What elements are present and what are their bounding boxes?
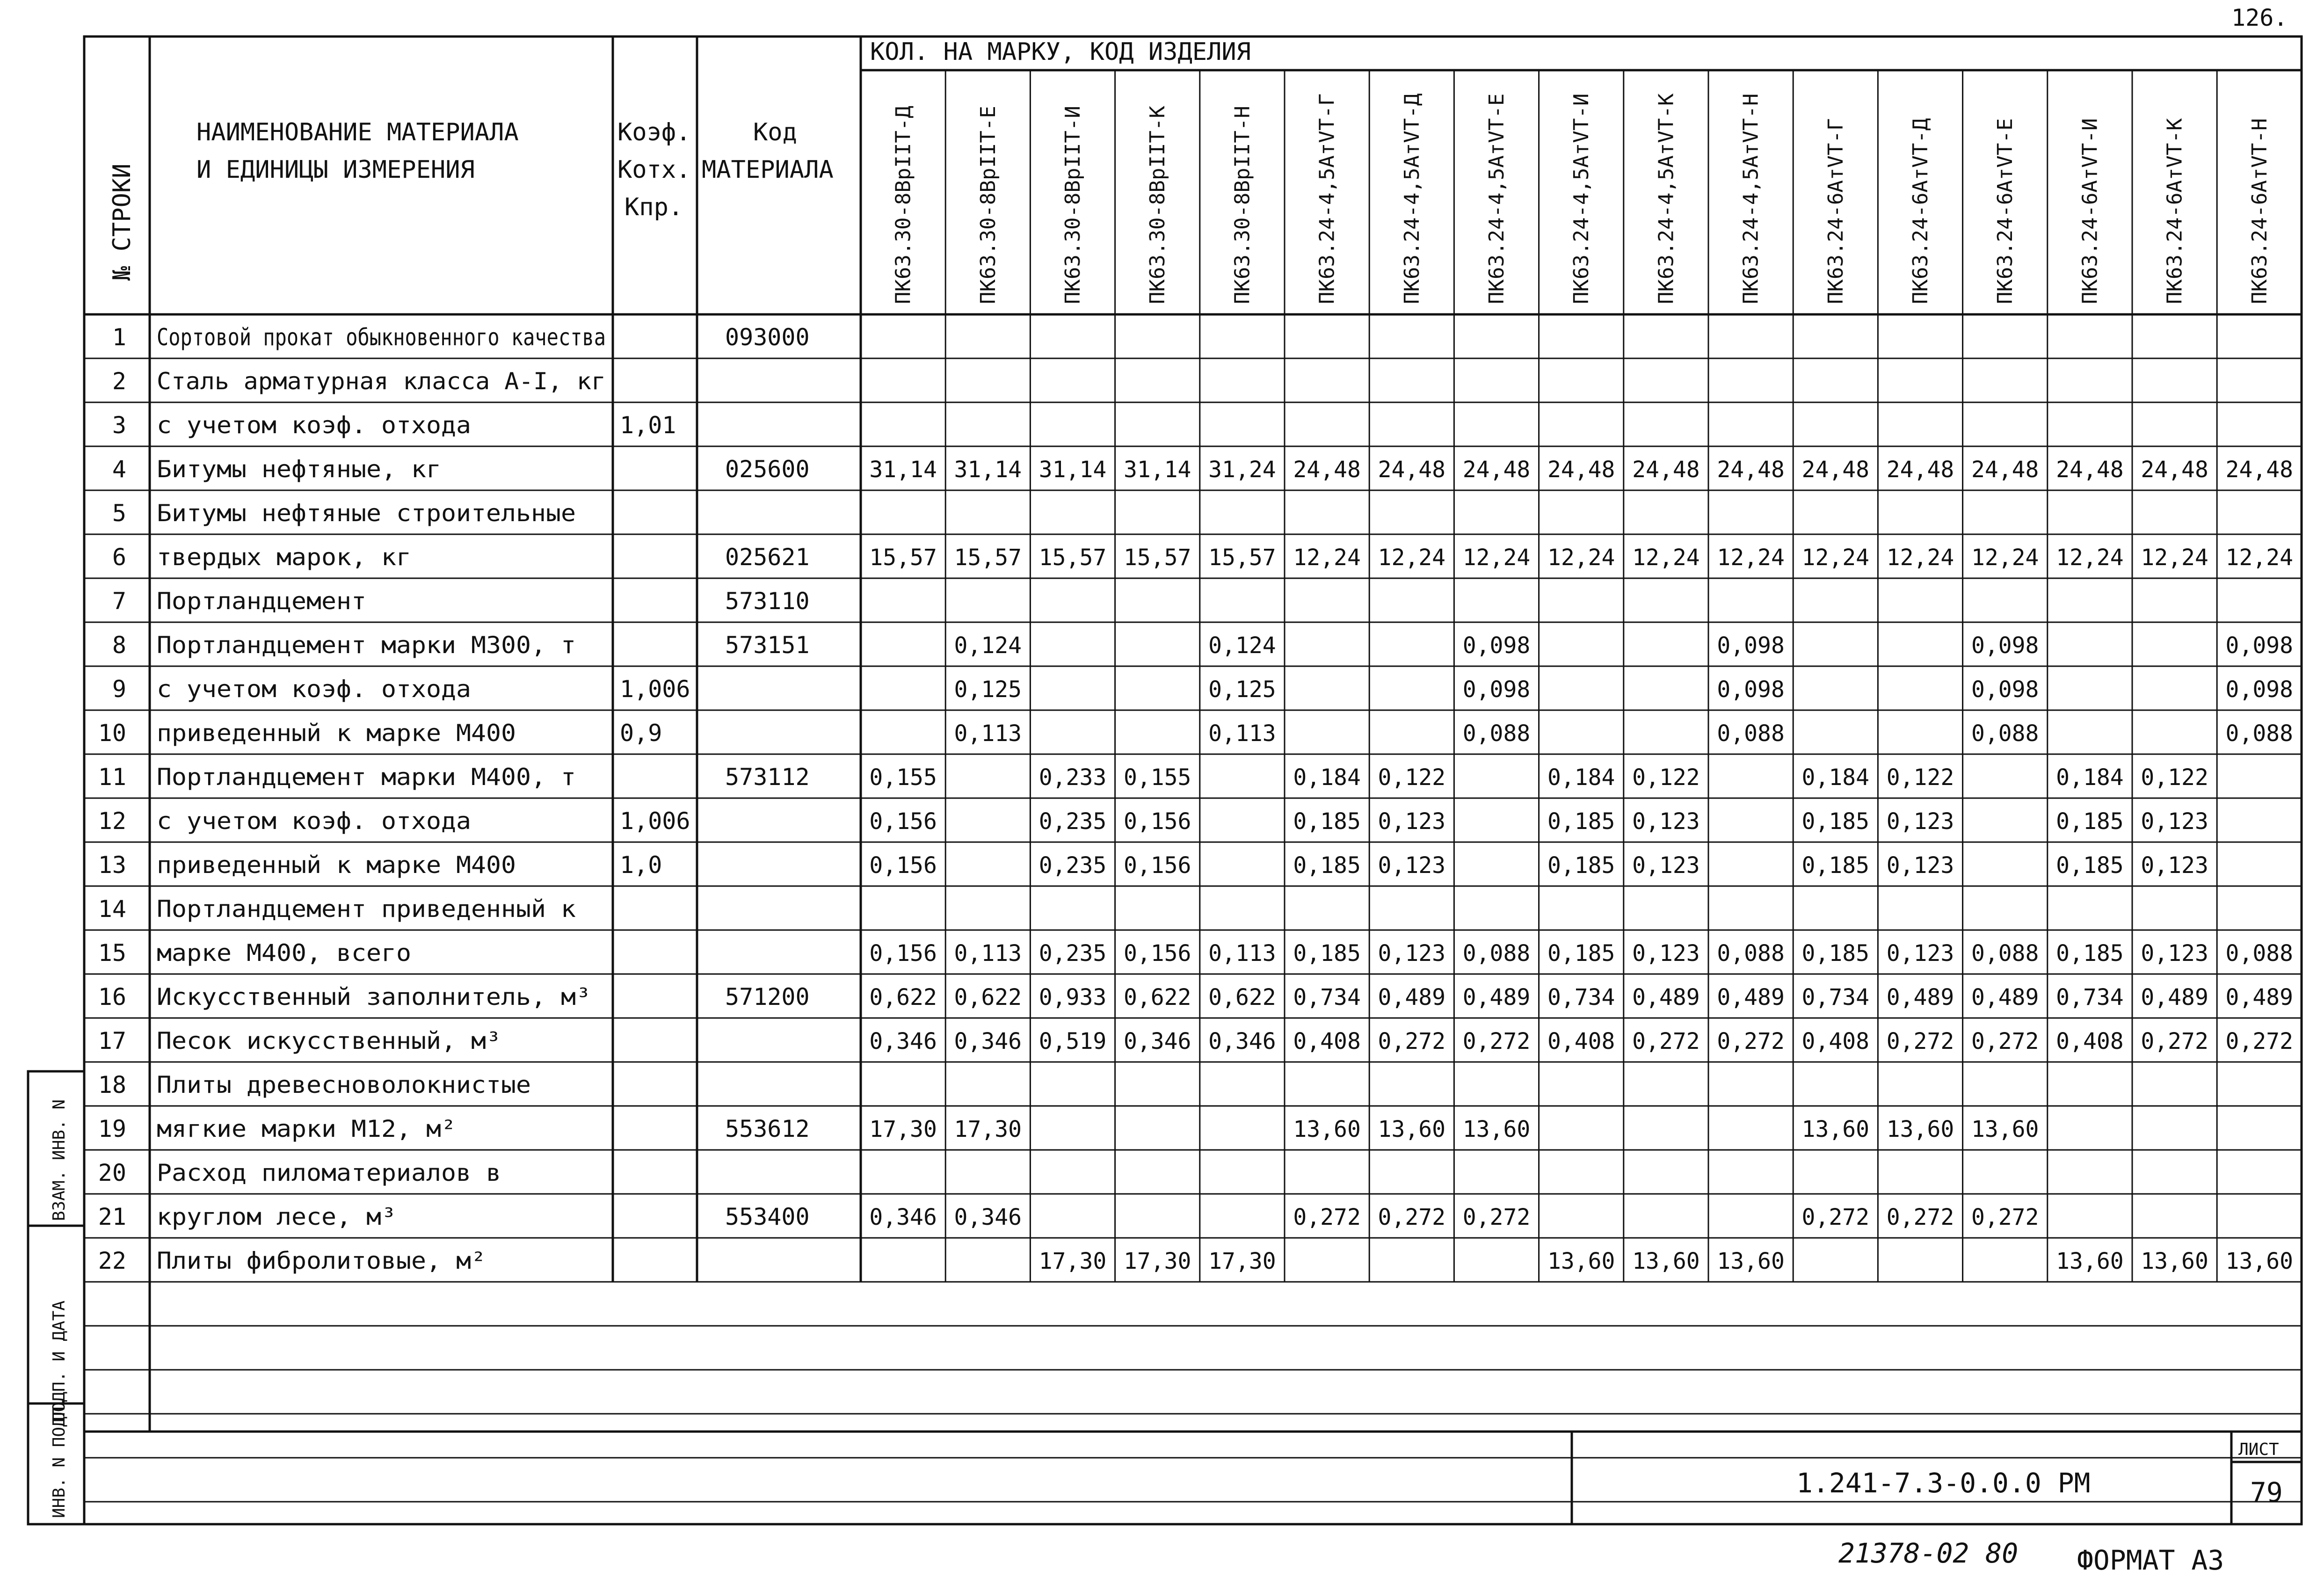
material-code-cell: 573112 xyxy=(725,763,810,791)
row-number: 1 xyxy=(112,324,126,351)
quantity-cell: 0,734 xyxy=(2056,984,2124,1011)
quantity-cell: 24,48 xyxy=(1886,457,1954,483)
quantity-cell: 31,14 xyxy=(869,457,937,483)
table-row xyxy=(98,983,2293,1011)
material-name: с учетом коэф. отхода xyxy=(157,676,471,703)
quantity-cell: 31,14 xyxy=(1039,457,1107,483)
table-row xyxy=(112,456,2293,483)
table-row xyxy=(112,588,810,615)
row-number: 18 xyxy=(98,1071,126,1098)
product-header: ПК63.24-4,5АтVТ-Д xyxy=(1400,93,1424,304)
quantity-cell: 13,60 xyxy=(1632,1248,1700,1274)
quantity-cell: 0,123 xyxy=(1632,808,1700,835)
quantity-cell: 0,346 xyxy=(869,1204,937,1230)
material-code-cell: 093000 xyxy=(725,324,810,351)
coefficient-header: Коэф. xyxy=(617,118,691,146)
row-number: 12 xyxy=(98,807,126,835)
row-number: 11 xyxy=(98,763,126,791)
material-name: Плиты фибролитовые, м² xyxy=(157,1247,486,1274)
quantity-cell: 0,113 xyxy=(954,720,1022,747)
table-row xyxy=(112,368,606,395)
quantity-cell: 24,48 xyxy=(1293,457,1361,483)
quantity-cell: 0,088 xyxy=(1717,720,1785,747)
quantity-cell: 0,235 xyxy=(1039,940,1107,967)
coefficient-cell: 1,006 xyxy=(620,807,690,835)
material-code-cell: 571200 xyxy=(725,983,810,1011)
table-row xyxy=(112,324,810,351)
quantity-cell: 0,734 xyxy=(1293,984,1361,1011)
table-row xyxy=(98,720,2293,747)
table-row xyxy=(112,412,676,439)
quantity-cell: 12,24 xyxy=(1293,545,1361,571)
title-block xyxy=(1796,1440,2283,1508)
quantity-cell: 0,185 xyxy=(1293,940,1361,967)
quantity-cell: 0,184 xyxy=(1293,764,1361,791)
quantity-cell: 0,272 xyxy=(1801,1204,1870,1230)
material-name: Сортовой прокат обыкновенного качества xyxy=(157,324,606,351)
coefficient-cell: 1,0 xyxy=(620,851,662,879)
quantity-cell: 0,235 xyxy=(1039,852,1107,879)
product-header: ПК63.24-4,5АтVТ-Е xyxy=(1485,93,1509,304)
quantity-cell: 12,24 xyxy=(1971,545,2039,571)
side-label-inv-orig: ИНВ. N ПОДЛ. xyxy=(50,1396,69,1518)
material-name: марке М400, всего xyxy=(157,939,411,967)
table-body xyxy=(98,324,2293,1274)
quantity-cell: 0,235 xyxy=(1039,808,1107,835)
quantity-cell: 15,57 xyxy=(954,545,1022,571)
quantity-cell: 0,123 xyxy=(1632,940,1700,967)
product-header: ПК63.24-4,5АтVТ-И xyxy=(1569,93,1594,304)
quantity-cell: 12,24 xyxy=(1378,545,1446,571)
material-name: Расход пиломатериалов в xyxy=(157,1159,501,1186)
quantity-cell: 0,088 xyxy=(2225,940,2294,967)
table-row xyxy=(98,895,576,923)
quantity-cell: 13,60 xyxy=(1462,1116,1531,1142)
side-stamp xyxy=(50,1099,69,1518)
quantity-cell: 0,113 xyxy=(1208,940,1276,967)
quantity-cell: 0,125 xyxy=(954,676,1022,703)
table-row xyxy=(98,851,2208,879)
quantity-cell: 0,113 xyxy=(954,940,1022,967)
product-header: ПК63.30-8ВрIIТ-Н xyxy=(1230,106,1255,304)
quantity-cell: 0,098 xyxy=(1971,676,2039,703)
material-name: Портландцемент xyxy=(157,588,366,615)
quantity-cell: 0,185 xyxy=(1801,940,1870,967)
row-number: 15 xyxy=(98,939,126,967)
product-header: ПК63.24-6АтVТ-Н xyxy=(2247,118,2272,304)
quantity-cell: 0,088 xyxy=(1971,940,2039,967)
product-header: ПК63.30-8ВрIIТ-И xyxy=(1061,106,1085,304)
quantity-cell: 0,489 xyxy=(1886,984,1954,1011)
material-code-header-2: МАТЕРИАЛА xyxy=(702,156,834,184)
quantity-cell: 0,185 xyxy=(2056,852,2124,879)
quantity-cell: 15,57 xyxy=(869,545,937,571)
quantity-cell: 0,489 xyxy=(1378,984,1446,1011)
quantity-cell: 0,519 xyxy=(1039,1028,1107,1054)
quantity-cell: 0,272 xyxy=(1462,1204,1531,1230)
archive-number: 21378-02 80 xyxy=(1838,1537,2019,1569)
quantity-cell: 0,408 xyxy=(1547,1028,1615,1054)
quantity-cell: 0,272 xyxy=(1632,1028,1700,1054)
table-row xyxy=(112,676,2293,703)
quantity-cell: 24,48 xyxy=(1971,457,2039,483)
quantity-cell: 0,123 xyxy=(1378,940,1446,967)
material-code-cell: 025621 xyxy=(725,544,810,571)
quantity-cell: 0,622 xyxy=(954,984,1022,1011)
product-header: ПК63.30-8ВрIIТ-Е xyxy=(976,106,1000,304)
quantity-cell: 0,272 xyxy=(1717,1028,1785,1054)
quantity-cell: 0,123 xyxy=(1886,808,1954,835)
quantity-cell: 0,489 xyxy=(1462,984,1531,1011)
document-code: 1.241-7.3-0.0.0 РМ xyxy=(1796,1467,2091,1499)
quantity-cell: 0,124 xyxy=(954,633,1022,659)
row-number: 17 xyxy=(98,1027,126,1054)
quantity-cell: 0,122 xyxy=(1378,764,1446,791)
quantity-cell: 0,272 xyxy=(2225,1028,2294,1054)
product-header: ПК63.24-6АтVТ-Е xyxy=(1993,118,2018,304)
quantity-cell: 0,272 xyxy=(1462,1028,1531,1054)
material-code-cell: 553612 xyxy=(725,1115,810,1142)
table-row xyxy=(98,807,2208,835)
quantity-cell: 0,184 xyxy=(1547,764,1615,791)
table-row xyxy=(98,1115,2039,1142)
side-label-sign-date: ПОДП. И ДАТА xyxy=(50,1300,69,1422)
coefficient-header-2: Котх. xyxy=(617,156,691,184)
quantity-cell: 0,122 xyxy=(1632,764,1700,791)
quantity-cell: 0,185 xyxy=(1293,852,1361,879)
quantity-cell: 0,156 xyxy=(1123,940,1191,967)
quantity-cell: 0,123 xyxy=(1632,852,1700,879)
material-code-cell: 025600 xyxy=(725,456,810,483)
quantity-cell: 0,155 xyxy=(1123,764,1191,791)
quantity-cell: 0,088 xyxy=(1717,940,1785,967)
quantity-cell: 0,185 xyxy=(1547,852,1615,879)
quantity-cell: 0,184 xyxy=(1801,764,1870,791)
product-header: ПК63.30-8ВрIIТ-К xyxy=(1146,106,1170,304)
quantity-cell: 0,123 xyxy=(1378,808,1446,835)
sheet-label: ЛИСТ xyxy=(2238,1440,2279,1459)
table-row xyxy=(98,939,2293,967)
quantity-cell: 24,48 xyxy=(1717,457,1785,483)
row-number: 13 xyxy=(98,851,126,879)
quantity-cell: 24,48 xyxy=(2141,457,2208,483)
material-name: Битумы нефтяные строительные xyxy=(157,500,576,527)
quantity-cell: 0,185 xyxy=(2056,808,2124,835)
material-name: Портландцемент марки М300, т xyxy=(157,632,576,659)
quantity-cell: 0,489 xyxy=(1717,984,1785,1011)
quantity-cell: 0,185 xyxy=(1293,808,1361,835)
quantity-cell: 12,24 xyxy=(1801,545,1870,571)
quantity-cell: 0,123 xyxy=(2141,852,2208,879)
coefficient-cell: 1,01 xyxy=(620,412,676,439)
quantity-cell: 13,60 xyxy=(2056,1248,2124,1274)
quantity-cell: 15,57 xyxy=(1123,545,1191,571)
material-name: Плиты древесноволокнистые xyxy=(157,1071,531,1098)
quantity-cell: 24,48 xyxy=(2225,457,2294,483)
quantity-cell: 0,272 xyxy=(2141,1028,2208,1054)
quantity-cell: 0,124 xyxy=(1208,633,1276,659)
coefficient-cell: 0,9 xyxy=(620,720,662,747)
quantity-cell: 0,122 xyxy=(1886,764,1954,791)
table-row xyxy=(112,632,2293,659)
material-name: Искусственный заполнитель, м³ xyxy=(157,983,591,1011)
quantity-cell: 15,57 xyxy=(1039,545,1107,571)
quantity-cell: 12,24 xyxy=(1547,545,1615,571)
row-number: 19 xyxy=(98,1115,126,1142)
quantity-cell: 0,088 xyxy=(1462,940,1531,967)
quantity-cell: 0,622 xyxy=(1123,984,1191,1011)
quantity-cell: 13,60 xyxy=(1293,1116,1361,1142)
quantity-cell: 0,734 xyxy=(1801,984,1870,1011)
quantity-cell: 0,346 xyxy=(954,1204,1022,1230)
row-number: 16 xyxy=(98,983,126,1011)
material-name: мягкие марки М12, м² xyxy=(157,1115,456,1142)
quantity-cell: 0,933 xyxy=(1039,984,1107,1011)
quantity-cell: 24,48 xyxy=(1632,457,1700,483)
row-number: 6 xyxy=(112,544,126,571)
quantity-cell: 12,24 xyxy=(2225,545,2294,571)
row-number: 9 xyxy=(112,676,126,703)
quantity-cell: 0,272 xyxy=(1378,1028,1446,1054)
quantity-cell: 0,184 xyxy=(2056,764,2124,791)
product-header: ПК63.24-6АтVТ-Д xyxy=(1909,118,1932,304)
quantity-cell: 15,57 xyxy=(1208,545,1276,571)
quantity-cell: 0,233 xyxy=(1039,764,1107,791)
quantity-cell: 0,098 xyxy=(1462,633,1531,659)
quantity-cell: 0,185 xyxy=(1547,808,1615,835)
quantity-cell: 12,24 xyxy=(2056,545,2124,571)
quantity-cell: 0,272 xyxy=(1886,1028,1954,1054)
product-header: ПК63.24-6АтVТ-К xyxy=(2163,118,2187,304)
row-number: 7 xyxy=(112,588,126,615)
quantity-cell: 0,098 xyxy=(1971,633,2039,659)
row-number: 22 xyxy=(98,1247,126,1274)
material-name: Песок искусственный, м³ xyxy=(157,1027,501,1054)
product-header: ПК63.30-8ВрIIТ-Д xyxy=(891,106,915,304)
quantity-cell: 0,122 xyxy=(2141,764,2208,791)
material-name: с учетом коэф. отхода xyxy=(157,807,471,835)
table-row xyxy=(98,1247,2293,1274)
quantity-cell: 0,098 xyxy=(2225,676,2294,703)
product-header: ПК63.24-4,5АтVТ-Г xyxy=(1315,93,1339,304)
material-name: твердых марок, кг xyxy=(157,544,411,571)
quantity-cell: 0,098 xyxy=(1462,676,1531,703)
quantity-cell: 31,14 xyxy=(1123,457,1191,483)
quantity-cell: 0,123 xyxy=(1886,852,1954,879)
quantity-cell: 31,24 xyxy=(1208,457,1276,483)
quantity-cell: 0,113 xyxy=(1208,720,1276,747)
quantity-cell: 0,272 xyxy=(1293,1204,1361,1230)
quantity-cell: 0,125 xyxy=(1208,676,1276,703)
quantity-cell: 0,088 xyxy=(1971,720,2039,747)
quantity-cell: 31,14 xyxy=(954,457,1022,483)
quantity-cell: 0,272 xyxy=(1886,1204,1954,1230)
quantity-cell: 13,60 xyxy=(2141,1248,2208,1274)
quantity-cell: 24,48 xyxy=(1801,457,1870,483)
quantity-cell: 0,622 xyxy=(1208,984,1276,1011)
quantity-cell: 24,48 xyxy=(1462,457,1531,483)
quantity-cell: 13,60 xyxy=(1717,1248,1785,1274)
quantity-cell: 0,408 xyxy=(2056,1028,2124,1054)
table-row xyxy=(112,500,576,527)
row-number: 14 xyxy=(98,895,126,923)
quantity-cell: 0,346 xyxy=(1123,1028,1191,1054)
product-header: ПК63.24-4,5АтVТ-Н xyxy=(1739,93,1763,304)
quantity-cell: 0,622 xyxy=(869,984,937,1011)
quantity-cell: 0,346 xyxy=(954,1028,1022,1054)
quantity-cell: 0,346 xyxy=(869,1028,937,1054)
quantity-cell: 0,123 xyxy=(2141,940,2208,967)
quantity-cell: 0,489 xyxy=(1632,984,1700,1011)
product-header: ПК63.24-4,5АтVТ-К xyxy=(1654,93,1678,304)
coefficient-cell: 1,006 xyxy=(620,676,690,703)
quantity-cell: 0,098 xyxy=(1717,676,1785,703)
quantity-cell: 24,48 xyxy=(1547,457,1615,483)
material-name-header: НАИМЕНОВАНИЕ МАТЕРИАЛА xyxy=(196,118,519,146)
row-number: 5 xyxy=(112,500,126,527)
sheet-number: 79 xyxy=(2250,1476,2283,1508)
quantity-cell: 12,24 xyxy=(1632,545,1700,571)
quantity-cell: 13,60 xyxy=(2225,1248,2294,1274)
quantity-cell: 12,24 xyxy=(1717,545,1785,571)
coefficient-header-3: Кпр. xyxy=(625,193,683,221)
material-code-header: Код xyxy=(753,118,797,146)
quantity-cell: 13,60 xyxy=(1801,1116,1870,1142)
quantity-cell: 0,489 xyxy=(1971,984,2039,1011)
quantity-cell: 0,489 xyxy=(2225,984,2294,1011)
quantity-cell: 17,30 xyxy=(1123,1248,1191,1274)
quantity-cell: 0,156 xyxy=(1123,808,1191,835)
quantity-cell: 12,24 xyxy=(1462,545,1531,571)
quantity-cell: 0,156 xyxy=(1123,852,1191,879)
quantity-cell: 0,185 xyxy=(1801,808,1870,835)
product-header: ПК63.24-6АтVТ-И xyxy=(2078,118,2102,304)
material-name: Сталь арматурная класса А-I, кг xyxy=(157,368,606,395)
quantity-cell: 13,60 xyxy=(1886,1116,1954,1142)
quantity-cell: 17,30 xyxy=(1208,1248,1276,1274)
material-code-cell: 553400 xyxy=(725,1203,810,1230)
table-row xyxy=(98,1159,501,1186)
quantity-cell: 24,48 xyxy=(1378,457,1446,483)
material-code-cell: 573110 xyxy=(725,588,810,615)
table-row xyxy=(98,1027,2293,1054)
material-code-cell: 573151 xyxy=(725,632,810,659)
row-number: 8 xyxy=(112,632,126,659)
quantity-cell: 0,088 xyxy=(2225,720,2294,747)
material-name: Битумы нефтяные, кг xyxy=(157,456,441,483)
quantity-cell: 17,30 xyxy=(954,1116,1022,1142)
product-header: ПК63.24-6АтVТ-Г xyxy=(1823,118,1848,304)
quantity-cell: 0,272 xyxy=(1971,1028,2039,1054)
quantity-cell: 0,123 xyxy=(2141,808,2208,835)
table-row xyxy=(98,763,2208,791)
product-headers xyxy=(892,93,2272,304)
row-number: 3 xyxy=(112,412,126,439)
material-name: Портландцемент приведенный к xyxy=(157,895,576,923)
quantity-cell: 0,408 xyxy=(1293,1028,1361,1054)
row-number: 2 xyxy=(112,368,126,395)
quantity-cell: 0,156 xyxy=(869,940,937,967)
table-row xyxy=(112,544,2293,571)
row-number: 4 xyxy=(112,456,126,483)
quantity-cell: 13,60 xyxy=(1378,1116,1446,1142)
quantity-cell: 0,408 xyxy=(1801,1028,1870,1054)
row-number: 21 xyxy=(98,1203,126,1230)
material-name: приведенный к марке М400 xyxy=(157,720,516,747)
quantity-cell: 0,734 xyxy=(1547,984,1615,1011)
quantity-cell: 0,123 xyxy=(1886,940,1954,967)
quantity-cell: 0,272 xyxy=(1378,1204,1446,1230)
quantity-cell: 17,30 xyxy=(869,1116,937,1142)
row-number: 20 xyxy=(98,1159,126,1186)
quantity-cell: 0,156 xyxy=(869,852,937,879)
quantity-cell: 24,48 xyxy=(2056,457,2124,483)
material-name: с учетом коэф. отхода xyxy=(157,412,471,439)
quantity-cell: 0,088 xyxy=(1462,720,1531,747)
material-name: Портландцемент марки М400, т xyxy=(157,763,576,791)
quantity-cell: 12,24 xyxy=(2141,545,2208,571)
quantity-cell: 0,185 xyxy=(1801,852,1870,879)
quantity-cell: 0,156 xyxy=(869,808,937,835)
corner-mark: 126. xyxy=(2231,4,2288,31)
quantity-cell: 0,346 xyxy=(1208,1028,1276,1054)
material-name: круглом лесе, м³ xyxy=(157,1203,396,1230)
quantity-cell: 0,489 xyxy=(2141,984,2208,1011)
material-name: приведенный к марке М400 xyxy=(157,851,516,879)
table-row xyxy=(98,1071,531,1098)
quantity-cell: 0,098 xyxy=(2225,633,2294,659)
quantity-cell: 0,272 xyxy=(1971,1204,2039,1230)
row-number: 10 xyxy=(98,720,126,747)
quantity-cell: 12,24 xyxy=(1886,545,1954,571)
row-number-header: № СТРОКИ xyxy=(108,163,136,281)
format-label: ФОРМАТ А3 xyxy=(2077,1544,2224,1576)
quantity-cell: 0,155 xyxy=(869,764,937,791)
quantity-cell: 0,123 xyxy=(1378,852,1446,879)
quantity-cell: 17,30 xyxy=(1039,1248,1107,1274)
side-label-replace-inv: ВЗАМ. ИНВ. N xyxy=(50,1099,69,1221)
quantity-cell: 0,185 xyxy=(1547,940,1615,967)
quantity-group-header: КОЛ. НА МАРКУ, КОД ИЗДЕЛИЯ xyxy=(870,38,1251,66)
quantity-cell: 13,60 xyxy=(1971,1116,2039,1142)
quantity-cell: 13,60 xyxy=(1547,1248,1615,1274)
material-name-header-2: И ЕДИНИЦЫ ИЗМЕРЕНИЯ xyxy=(196,156,475,184)
quantity-cell: 0,185 xyxy=(2056,940,2124,967)
table-row xyxy=(98,1203,2039,1230)
quantity-cell: 0,098 xyxy=(1717,633,1785,659)
